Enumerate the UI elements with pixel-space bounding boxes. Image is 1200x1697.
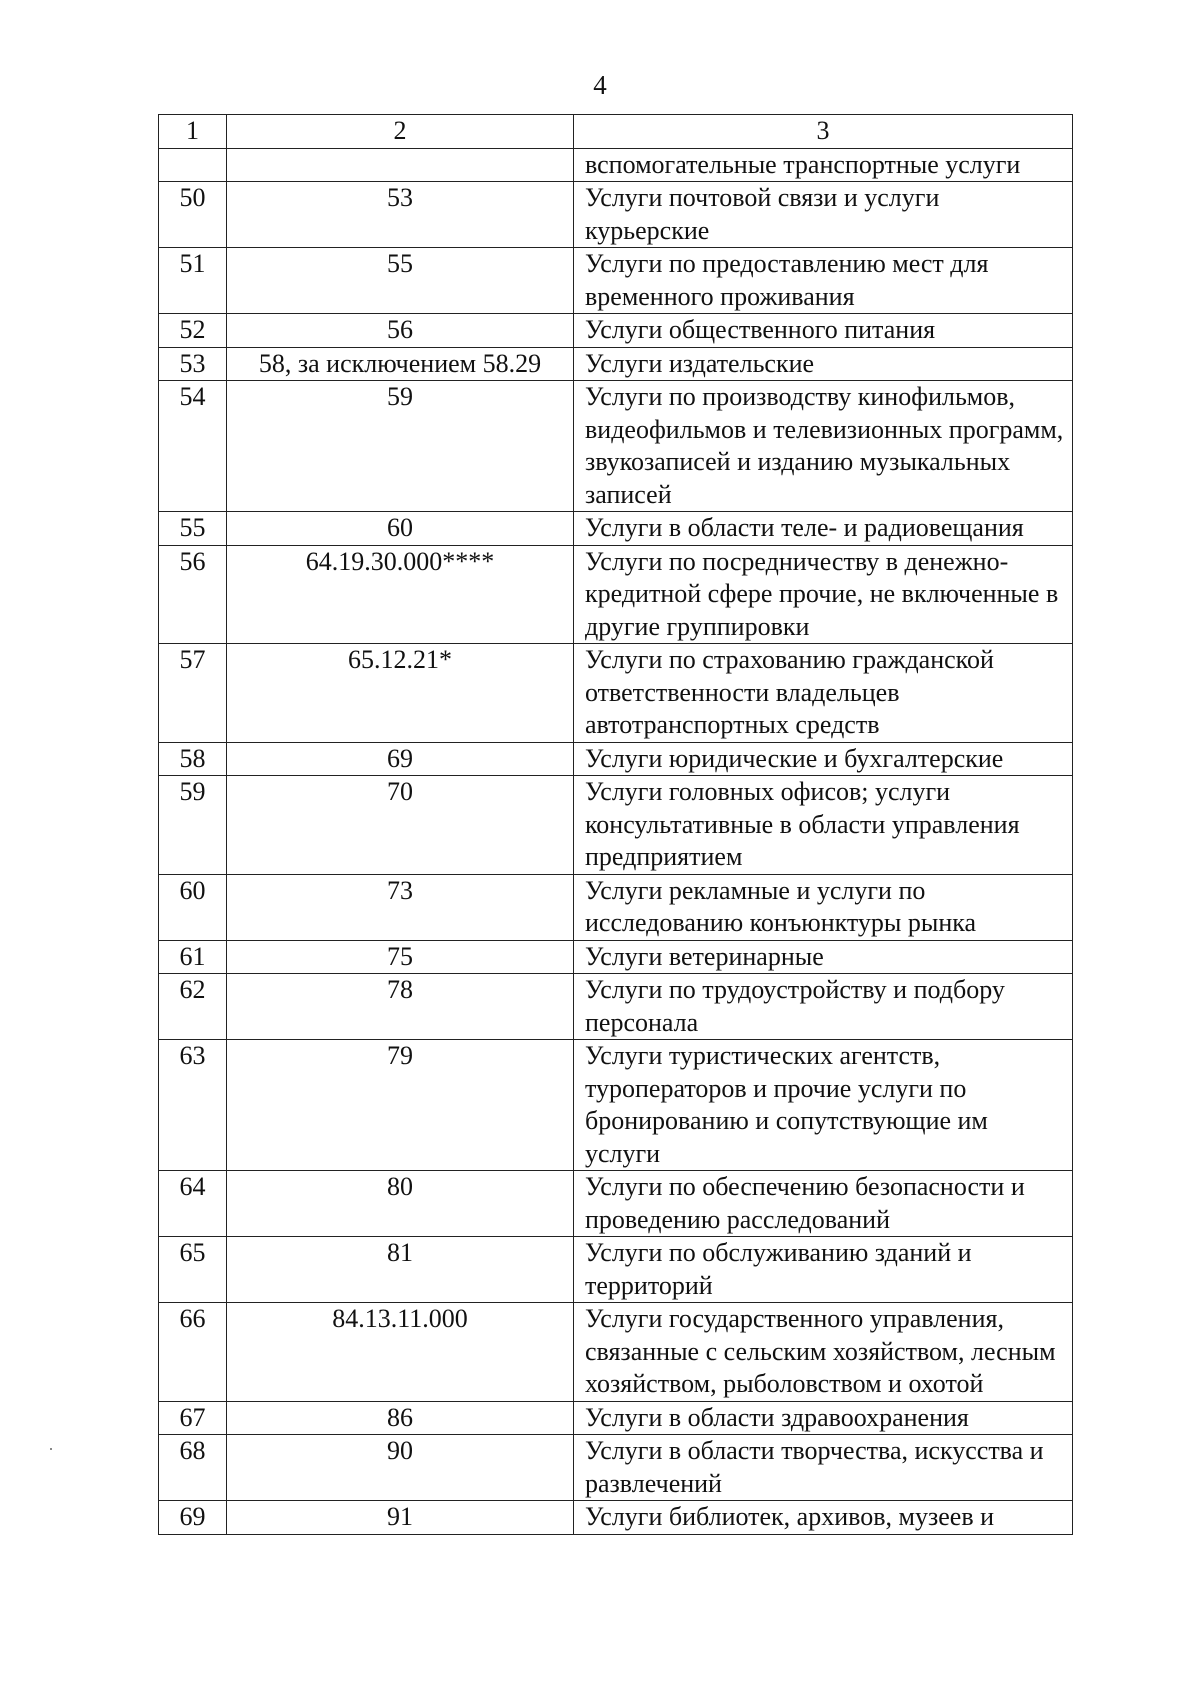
row-number: 56 (159, 545, 227, 644)
table-row (159, 742, 1073, 776)
row-code: 73 (227, 874, 574, 940)
table-row (159, 314, 1073, 348)
row-code: 59 (227, 381, 574, 512)
row-number: 65 (159, 1237, 227, 1303)
row-number: 66 (159, 1303, 227, 1402)
row-code: 55 (227, 248, 574, 314)
row-code: 81 (227, 1237, 574, 1303)
table-row (159, 545, 1073, 644)
row-number: 50 (159, 182, 227, 248)
row-code: 78 (227, 974, 574, 1040)
row-description: Услуги почтовой связи и услуги курьерские (574, 182, 1073, 248)
row-description: Услуги головных офисов; услуги консультативные в области управления предприятием (574, 776, 1073, 875)
table-row (159, 248, 1073, 314)
table-row (159, 381, 1073, 512)
row-description: Услуги по предоставлению мест для временного проживания (574, 248, 1073, 314)
row-number: 57 (159, 644, 227, 743)
row-description: Услуги рекламные и услуги по исследованию конъюнктуры рынка (574, 874, 1073, 940)
table-row (159, 940, 1073, 974)
table-row (159, 347, 1073, 381)
row-code (227, 148, 574, 182)
row-description: Услуги по страхованию гражданской ответственности владельцев автотранспортных средств (574, 644, 1073, 743)
row-number: 59 (159, 776, 227, 875)
row-code: 70 (227, 776, 574, 875)
row-number: 53 (159, 347, 227, 381)
row-number (159, 148, 227, 182)
row-number: 63 (159, 1040, 227, 1171)
row-number: 61 (159, 940, 227, 974)
table-row (159, 1237, 1073, 1303)
row-description: Услуги государственного управления, связанные с сельским хозяйством, лесным хозяйством, рыболовством и охотой (574, 1303, 1073, 1402)
row-description: Услуги в области здравоохранения (574, 1401, 1073, 1435)
table-row (159, 1501, 1073, 1535)
table-row (159, 874, 1073, 940)
row-code: 86 (227, 1401, 574, 1435)
row-code: 90 (227, 1435, 574, 1501)
row-code: 75 (227, 940, 574, 974)
row-number: 58 (159, 742, 227, 776)
row-number: 51 (159, 248, 227, 314)
row-description: Услуги ветеринарные (574, 940, 1073, 974)
table-row (159, 1435, 1073, 1501)
row-description: Услуги издательские (574, 347, 1073, 381)
row-description: Услуги в области творчества, искусства и развлечений (574, 1435, 1073, 1501)
table-row (159, 1171, 1073, 1237)
header-col-1: 1 (159, 115, 227, 149)
services-table (158, 114, 1073, 1535)
table-header-row (159, 115, 1073, 149)
page-number: 4 (593, 70, 607, 100)
row-description: Услуги общественного питания (574, 314, 1073, 348)
row-description: Услуги по трудоустройству и подбору персонала (574, 974, 1073, 1040)
table-row (159, 148, 1073, 182)
scan-speck (50, 1448, 52, 1450)
row-code: 69 (227, 742, 574, 776)
header-col-2: 2 (227, 115, 574, 149)
row-description: Услуги по производству кинофильмов, видеофильмов и телевизионных программ, звукозаписей и изданию музыкальных записей (574, 381, 1073, 512)
table-row (159, 644, 1073, 743)
row-number: 67 (159, 1401, 227, 1435)
row-number: 68 (159, 1435, 227, 1501)
table-row (159, 1303, 1073, 1402)
table-row (159, 1401, 1073, 1435)
row-code: 64.19.30.000**** (227, 545, 574, 644)
table-row (159, 512, 1073, 546)
table-row (159, 776, 1073, 875)
row-code: 56 (227, 314, 574, 348)
row-number: 52 (159, 314, 227, 348)
header-col-3: 3 (574, 115, 1073, 149)
row-description: Услуги туристических агентств, туроператоров и прочие услуги по бронированию и сопутствующие им услуги (574, 1040, 1073, 1171)
row-code: 53 (227, 182, 574, 248)
row-code: 91 (227, 1501, 574, 1535)
row-description: Услуги по обеспечению безопасности и проведению расследований (574, 1171, 1073, 1237)
row-number: 60 (159, 874, 227, 940)
row-number: 55 (159, 512, 227, 546)
row-description: Услуги в области теле- и радиовещания (574, 512, 1073, 546)
row-code: 80 (227, 1171, 574, 1237)
row-description: Услуги юридические и бухгалтерские (574, 742, 1073, 776)
row-number: 69 (159, 1501, 227, 1535)
row-description: Услуги по обслуживанию зданий и территорий (574, 1237, 1073, 1303)
row-number: 62 (159, 974, 227, 1040)
row-code: 84.13.11.000 (227, 1303, 574, 1402)
table-row (159, 974, 1073, 1040)
table-row (159, 182, 1073, 248)
table-row (159, 1040, 1073, 1171)
row-description: Услуги библиотек, архивов, музеев и (574, 1501, 1073, 1535)
row-code: 60 (227, 512, 574, 546)
row-code: 79 (227, 1040, 574, 1171)
row-description: Услуги по посредничеству в денежно-кредитной сфере прочие, не включенные в другие группировки (574, 545, 1073, 644)
row-code: 58, за исключением 58.29 (227, 347, 574, 381)
row-code: 65.12.21* (227, 644, 574, 743)
row-description: вспомогательные транспортные услуги (574, 148, 1073, 182)
row-number: 64 (159, 1171, 227, 1237)
row-number: 54 (159, 381, 227, 512)
